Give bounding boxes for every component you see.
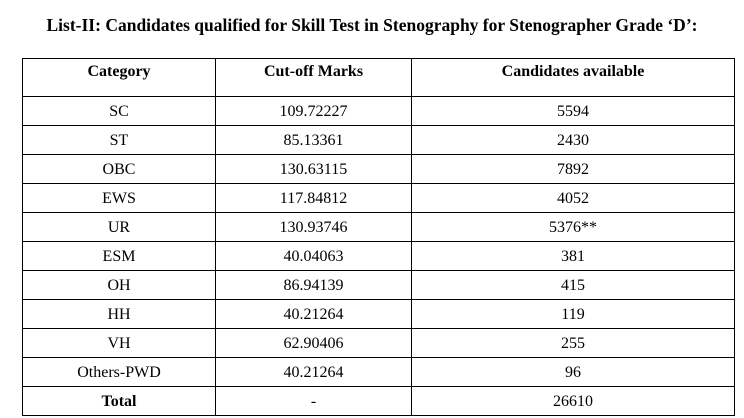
- header-cutoff-marks: Cut-off Marks: [216, 59, 412, 97]
- category-cell: ESM: [23, 242, 216, 271]
- candidates-cell: 119: [412, 300, 735, 329]
- candidates-cell: 4052: [412, 184, 735, 213]
- cutoff-cell: 40.04063: [216, 242, 412, 271]
- total-row: [23, 387, 735, 416]
- table-row: [23, 358, 735, 387]
- category-cell: Others-PWD: [23, 358, 216, 387]
- category-cell: VH: [23, 329, 216, 358]
- category-cell: OH: [23, 271, 216, 300]
- cutoff-cell: 130.93746: [216, 213, 412, 242]
- category-cell: HH: [23, 300, 216, 329]
- table-row: [23, 271, 735, 300]
- candidates-cell: 7892: [412, 155, 735, 184]
- cutoff-cell: 130.63115: [216, 155, 412, 184]
- candidates-cell: 415: [412, 271, 735, 300]
- cutoff-cell: 40.21264: [216, 300, 412, 329]
- category-cell: EWS: [23, 184, 216, 213]
- table-header-row: [23, 59, 735, 97]
- table-row: [23, 97, 735, 126]
- table-row: [23, 329, 735, 358]
- table-row: [23, 242, 735, 271]
- candidates-cell: 5376**: [412, 213, 735, 242]
- candidates-cell: 96: [412, 358, 735, 387]
- page-title: List-II: Candidates qualified for Skill Test in Stenography for Stenographer Grade ‘D’:: [46, 15, 698, 35]
- table-row: [23, 126, 735, 155]
- cutoff-cell: 62.90406: [216, 329, 412, 358]
- table-row: [23, 184, 735, 213]
- table-row: [23, 155, 735, 184]
- total-cutoff: -: [216, 387, 412, 416]
- candidates-cell: 2430: [412, 126, 735, 155]
- cutoff-cell: 85.13361: [216, 126, 412, 155]
- candidates-cell: 381: [412, 242, 735, 271]
- total-candidates: 26610: [412, 387, 735, 416]
- candidates-cell: 5594: [412, 97, 735, 126]
- header-category: Category: [23, 59, 216, 97]
- total-label: Total: [23, 387, 216, 416]
- header-candidates-available: Candidates available: [412, 59, 735, 97]
- category-cell: UR: [23, 213, 216, 242]
- candidates-table: [22, 58, 735, 416]
- category-cell: ST: [23, 126, 216, 155]
- cutoff-cell: 40.21264: [216, 358, 412, 387]
- cutoff-cell: 86.94139: [216, 271, 412, 300]
- cutoff-cell: 117.84812: [216, 184, 412, 213]
- table-row: [23, 300, 735, 329]
- cutoff-cell: 109.72227: [216, 97, 412, 126]
- candidates-cell: 255: [412, 329, 735, 358]
- category-cell: OBC: [23, 155, 216, 184]
- table-row: [23, 213, 735, 242]
- category-cell: SC: [23, 97, 216, 126]
